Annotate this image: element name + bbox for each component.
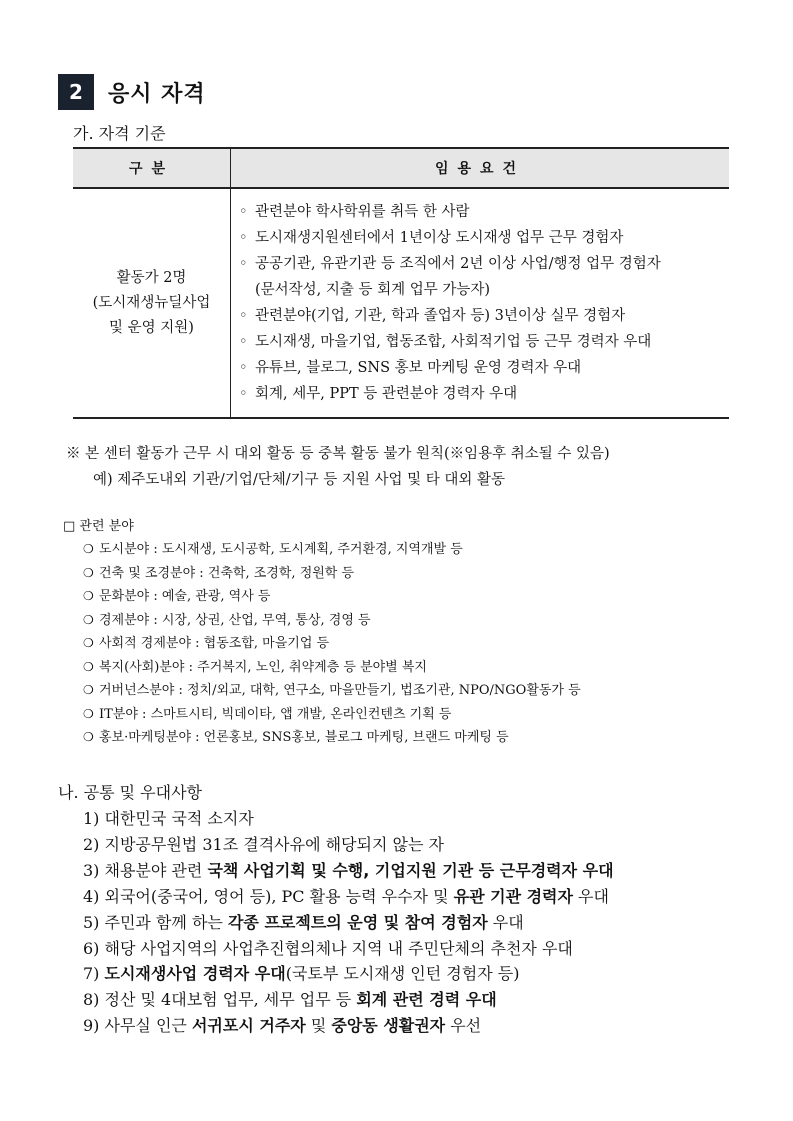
circle-bullet-icon: ❍	[83, 730, 94, 744]
emphasized-text: 각종 프로젝트의 운영 및 참여 경험자	[227, 912, 488, 932]
subsection-common-title: 나. 공통 및 우대사항	[58, 783, 202, 802]
requirement-text: 관련분야 학사학위를 취득 한 사람	[255, 204, 470, 220]
list-item-text: 지방공무원법 31조 결격사유에 해당되지 않는 자	[104, 834, 444, 854]
bullet-marker: ◦	[239, 230, 248, 246]
section-heading	[58, 74, 206, 110]
list-item-text: 문화분야 : 예술, 관광, 역사 등	[99, 589, 271, 604]
requirement-text: 관련분야(기업, 기관, 학과 졸업자 등) 3년이상 실무 경험자	[255, 308, 626, 324]
list-item	[63, 585, 581, 609]
list-item-text: 도시분야 : 도시재생, 도시공학, 도시계획, 주거환경, 지역개발 등	[99, 542, 463, 557]
header-requirements: 임용요건	[231, 148, 730, 188]
requirement-text: 도시재생, 마을기업, 협동조합, 사회적기업 등 근무 경력자 우대	[255, 334, 652, 350]
list-item-text: 사회적 경제분야 : 협동조합, 마을기업 등	[99, 636, 330, 651]
list-item	[63, 538, 581, 562]
position-line: 및 운영 지원)	[109, 319, 194, 336]
requirement-item	[239, 225, 729, 251]
list-item-text: 사무실 인근	[104, 1016, 192, 1036]
position-line: (도시재생뉴딜사업	[92, 294, 211, 311]
list-item-number: 5)	[83, 912, 105, 932]
requirement-text: 공공기관, 유관기관 등 조직에서 2년 이상 사업/행정 업무 경험자	[255, 256, 661, 272]
circle-bullet-icon: ❍	[83, 565, 94, 580]
requirement-item	[239, 381, 729, 407]
emphasized-text: 서귀포시 거주자	[191, 1016, 306, 1036]
list-item	[63, 726, 581, 750]
list-item-text: IT분야 : 스마트시티, 빅데이타, 앱 개발, 온라인컨텐츠 기획 등	[99, 706, 452, 722]
section-number-badge: 2	[58, 74, 94, 110]
table-header-row	[73, 148, 729, 188]
bullet-marker: ◦	[239, 308, 248, 324]
list-item-number: 4)	[83, 886, 105, 906]
list-item-text: (국토부 도시재생 인턴 경험자 등)	[285, 964, 520, 984]
circle-bullet-icon: ❍	[83, 542, 94, 556]
list-item-text: 외국어(중국어, 영어 등), PC 활용 능력 우수자 및	[104, 886, 454, 906]
requirement-item	[239, 329, 729, 355]
requirement-continuation: (문서작성, 지출 등 회계 업무 가능자)	[255, 282, 491, 298]
list-item-number: 1)	[83, 809, 105, 828]
list-item-text: 대한민국 국적 소지자	[104, 809, 254, 828]
subsection-criteria-title: 가. 자격 기준	[73, 124, 166, 143]
emphasized-text: 중앙동 생활권자	[331, 1016, 446, 1036]
requirements-table	[73, 147, 729, 419]
requirement-item	[239, 355, 729, 381]
list-item	[63, 562, 581, 586]
requirement-text: 도시재생지원센터에서 1년이상 도시재생 업무 근무 경험자	[255, 230, 624, 246]
list-item	[83, 806, 614, 832]
list-item-text: 및	[305, 1016, 332, 1036]
requirement-text: 유튜브, 블로그, SNS 홍보 마케팅 운영 경력자 우대	[255, 360, 582, 376]
list-item	[83, 961, 614, 987]
table-row	[73, 188, 729, 418]
emphasized-text: 국책 사업기획 및 수행, 기업지원 기관 등 근무경력자 우대	[207, 860, 614, 880]
list-item-number: 9)	[83, 1016, 105, 1036]
list-item-number: 2)	[83, 834, 105, 854]
list-item	[83, 884, 614, 910]
bullet-marker: ◦	[239, 334, 248, 350]
list-item-text: 경제분야 : 시장, 상권, 산업, 무역, 통상, 경영 등	[99, 612, 371, 628]
list-item-number: 8)	[83, 990, 105, 1010]
emphasized-text: 유관 기관 경력자	[453, 886, 573, 906]
requirement-item	[239, 199, 729, 225]
header-category: 구분	[73, 148, 231, 188]
list-item-number: 7)	[83, 964, 105, 984]
circle-bullet-icon: ❍	[83, 636, 94, 650]
circle-bullet-icon: ❍	[83, 683, 94, 697]
list-item-text: 홍보·마케팅분야 : 언론홍보, SNS홍보, 블로그 마케팅, 브랜드 마케팅 등	[99, 730, 509, 745]
list-item	[83, 987, 614, 1013]
list-item-text: 채용분야 관련	[104, 860, 208, 880]
emphasized-text: 회계 관련 경력 우대	[356, 990, 497, 1010]
list-item	[63, 679, 581, 703]
list-item-text: 거버넌스분야 : 정치/외교, 대학, 연구소, 마을만들기, 법조기관, NPO/NGO활동가 등	[99, 683, 581, 698]
common-preferences-list	[83, 806, 614, 1039]
list-item	[83, 910, 614, 936]
list-item-text: 우대	[572, 886, 609, 906]
note-example-line: 예) 제주도내외 기관/기업/단체/기구 등 지원 사업 및 타 대외 활동	[93, 472, 505, 488]
list-item-text: 정산 및 4대보험 업무, 세무 업무 등	[104, 990, 357, 1010]
list-item	[63, 703, 581, 727]
list-item	[63, 632, 581, 656]
list-item-text: 복지(사회)분야 : 주거복지, 노인, 취약계층 등 분야별 복지	[99, 659, 427, 675]
circle-bullet-icon: ❍	[83, 589, 94, 603]
related-fields-header: □ 관련 분야	[63, 519, 134, 534]
list-item-text: 건축 및 조경분야 : 건축학, 조경학, 정원학 등	[99, 565, 355, 581]
requirement-item	[239, 251, 729, 277]
list-item	[83, 858, 614, 884]
list-item-text: 우대	[487, 912, 524, 932]
note-line: ※ 본 센터 활동가 근무 시 대외 활동 등 중복 활동 불가 원칙(※임용후 취소될 수 있음)	[66, 446, 610, 462]
list-item	[83, 936, 614, 962]
position-cell	[73, 188, 231, 418]
requirements-cell	[231, 188, 730, 418]
section-title: 응시 자격	[108, 81, 206, 107]
related-fields-list	[63, 516, 581, 750]
bullet-marker: ◦	[239, 204, 248, 220]
bullet-marker: ◦	[239, 360, 248, 376]
list-item	[83, 1013, 614, 1039]
list-item	[83, 832, 614, 858]
requirement-text: 회계, 세무, PPT 등 관련분야 경력자 우대	[255, 386, 518, 402]
requirement-item	[239, 303, 729, 329]
emphasized-text: 도시재생사업 경력자 우대	[104, 964, 286, 984]
list-item-text: 주민과 함께 하는	[104, 912, 228, 932]
bullet-marker: ◦	[239, 256, 248, 272]
circle-bullet-icon: ❍	[83, 612, 94, 627]
list-item-text: 우선	[445, 1016, 482, 1036]
position-line: 활동가 2명	[116, 269, 187, 286]
list-item	[63, 656, 581, 680]
circle-bullet-icon: ❍	[83, 706, 94, 721]
list-item-text: 해당 사업지역의 사업추진협의체나 지역 내 주민단체의 추천자 우대	[104, 938, 573, 958]
list-item-number: 3)	[83, 860, 105, 880]
list-item-number: 6)	[83, 938, 105, 958]
bullet-marker: ◦	[239, 386, 248, 402]
activity-restriction-note	[66, 441, 610, 493]
list-item	[63, 609, 581, 633]
circle-bullet-icon: ❍	[83, 659, 94, 674]
